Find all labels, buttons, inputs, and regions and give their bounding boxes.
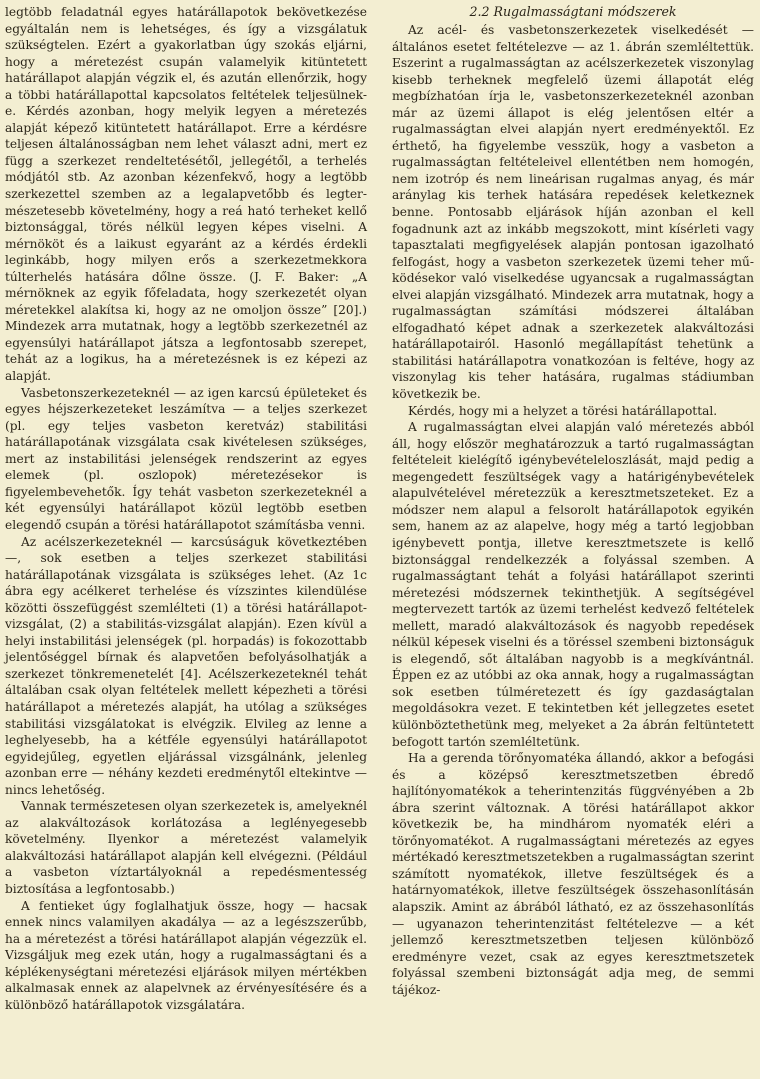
left-column: [5, 4, 367, 1013]
paragraph: A rugalmasságtan elvei alapján való méretezés abból áll, hogy először meghatározzuk a tartó rugalmasságtan feltételeit kielégítő igénybevételeloszlását, majd pedig a megengedett feszültségek vagy a határigénybevételek alapulvételével méretezzük a keresztmetszeteket. Ez a módszer nem alapul a felsorolt határállapotok egyikén sem, hanem az az alapelve, hogy még a tartó legjobban igénybevett pontja, illetve keresztmetszete is kellő biztonsággal rendelkezzék a folyással szemben. A rugalmasságtant tehát a folyási határállapot szerinti méretezési módszernek tekinthetjük. A segítségével megtervezett tartók az üzemi terhelést kedvező feltételek mellett, maradó alakváltozások és nagyobb repedések nélkül képesek viselni és a töréssel szembeni biztonságuk is elegendő, sőt általában nagyobb is a megkívántnál. Éppen ez az utóbbi az oka annak, hogy a rugalmasságtan sok esetben túlméretezett és így gazdaságtalan megoldásokra vezet. E tekintetben két jellegzetes esetet különböztethetünk meg, melyeket a 2a ábrán feltüntetett befogott tartón szemléltetünk.: [392, 420, 754, 749]
section-title: 2.2 Rugalmasságtani módszerek: [469, 4, 677, 19]
right-column: [392, 4, 754, 998]
paragraph: Vasbetonszerkezeteknél — az igen karcsú épületeket és egyes héjszerkezeteket leszámítva — a teljes szerkezet (pl. egy teljes vasbeton keretváz) stabilitási határállapotának vizsgálata csak kivételesen szükséges, mert az instabilitási jelenségek rendszerint az egyes elemek (pl. oszlopok) méretezésekor is figyelembevehetők. Így tehát vasbeton szerkezeteknél a két egyensúlyi határállapot közül legtöbb esetben elegendő csupán a törési határállapotot számításba venni.: [5, 385, 367, 532]
paragraph: Kérdés, hogy mi a helyzet a törési határállapottal.: [408, 403, 718, 418]
paragraph: legtöbb feladatnál egyes határállapotok bekövetkezése egyáltalán nem is lehetséges, és így a vizsgálatuk szükségtelen. Ezért a gyakorlatban úgy szokás eljárni, hogy a méretezést csupán valamelyik kitüntetett határállapot alapján végzik el, és azután ellenőrzik, hogy a többi határállapottal kapcsolatos feltételek teljesülnek-e. Kérdés azonban, hogy melyik legyen a méretezés alapját képező kitüntetett határállapot. Erre a kérdésre teljesen általánosságban nem lehet választ adni, mert ez függ a szerkezet rendeltetésétől, jellegétől, a terhelés módjától stb. Az azonban kézenfekvő, hogy a legtöbb szerkezettel szemben az a legalapvetőbb és legtermészetesebb követelmény, hogy a reá ható terheket kellő biztonsággal, törés nélkül legyen képes viselni. A mérnököt és a laikust egyaránt az a kérdés érdekli leginkább, hogy milyen erős a szerkezetmekkora túlterhelés hatására dőlne össze. (J. F. Baker: „A mérnöknek az egyik főfeladata, hogy szerkezetét olyan méretekkel alakítsa ki, hogy az ne omoljon össze” [20].) Mindezek arra mutatnak, hogy a legtöbb szerkezetnél az egyensúlyi határállapot játsza a legfontosabb szerepet, tehát az a logikus, ha a méretezésnek is ez képezi az alapját.: [5, 5, 367, 384]
paragraph: Ha a gerenda törőnyomatéka állandó, akkor a befogási és a középső keresztmetszetben ébredő hajlítónyomatékok a teherintenzitás függvényében a 2b ábra szerint változnak. A törési határállapot akkor következik be, ha mindhárom nyomaték eléri a törőnyomatékot. A rugalmasságtani méretezés az egyes mértékadó keresztmetszetekben a rugalmasságtan szerint számított nyomatékok, illetve feszültségek és a határnyomatékok, illetve feszültségek összehasonlításán alapszik. Amint az ábrából látható, ez az összehasonlítás — ugyanazon teherintenzitást feltételezve — a két jellemző keresztmetszetben teljesen különböző eredményre vezet, csak az egyes keresztmetszetek folyással szembeni biztonságát adja meg, de semmi tájékoz-: [392, 751, 754, 997]
paragraph: Az acélszerkezeteknél — karcsúságuk következtében —, sok esetben a teljes szerkezet stabilitási határállapotának vizsgálata is szükséges lehet. (Az 1c ábra egy acélkeret terhelése és vízszintes kilendülése közötti összefüggést szemlélteti (1) a törési határállapot-vizsgálat, (2) a stabilitás-vizsgálat alapján). Ezen kívül a helyi instabilitási jelenségek (pl. horpadás) is fokozottabb jelentőséggel bírnak és alapvetően befolyásolhatják a szerkezet tönkremenetelét [4]. Acélszerkezeteknél tehát általában csak olyan feltételek mellett képezheti a törési határállapot a méretezés alapját, ha utólag a szükséges stabilitási vizsgálatokat is elvégzik. Elvileg az lenne a leghelyesebb, ha a kétféle egyensúlyi határállapotot egyidejűleg, egyetlen eljárással vizsgálnánk, jelenleg azonban erre — néhány kezdeti eredménytől eltekintve — nincs lehetőség.: [5, 534, 367, 797]
paragraph: Vannak természetesen olyan szerkezetek is, amelyeknél az alakváltozások korlátozása a leglényegesebb követelmény. Ilyenkor a méretezést valamelyik alakváltozási határállapot alapján kell elvégezni. (Például a vasbeton víztartályoknál a repedésmentesség biztosítása a legfontosabb.): [5, 799, 367, 896]
paragraph: A fentieket úgy foglalhatjuk össze, hogy — hacsak ennek nincs valamilyen akadálya — az a legészszerűbb, ha a méretezést a törési határállapot alapján végezzük el. Vizsgáljuk meg ezek után, hogy a rugalmasságtani és a képlékenységtani méretezési eljárások milyen mértékben alkalmasak ennek az alapelvnek az érvényesítésére és a különböző határállapotok vizsgálatára.: [5, 898, 367, 1012]
paragraph: Az acél- és vasbetonszerkezetek viselkedését — általános esetet feltételezve — az 1. ábrán szemléltettük. Eszerint a rugalmasságtan az acélszerkezetek viszonylag kisebb terheknek megfelelő üzemi állapotát elég megbízhatóan írja le, vasbetonszerkezeteknél azonban már az üzemi állapot is elég jelentősen eltér a rugalmasságtan elvei alapján nyert eredményektől. Ez érthető, ha figyelembe vesszük, hogy a vasbeton a rugalmasságtan feltételeivel ellentétben nem homogén, nem izotróp és nem lineárisan rugalmas anyag, és már aránylag kis terhek hatására repedések keletkeznek benne. Pontosabb eljárások híján azonban el kell fogadnunk azt az inkább megszokott, mint kísérleti vagy tapasztalati megfigyelések alapján pontosan igazolható felfogást, hogy a vasbeton szerkezetek üzemi teher működésekor való viselkedése ugyancsak a rugalmasságtan elvei alapján vizsgálható. Mindezek arra mutatnak, hogy a rugalmasságtan számítási módszerei általában elfogadható képet adnak a szerkezetek alakváltozási határállapotairól. Hasonló megállapítást tehetünk a stabilitási határállapotra vonatkozóan is feltéve, hogy az viszonylag kis teher hatására, rugalmas stádiumban következik be.: [392, 23, 754, 402]
